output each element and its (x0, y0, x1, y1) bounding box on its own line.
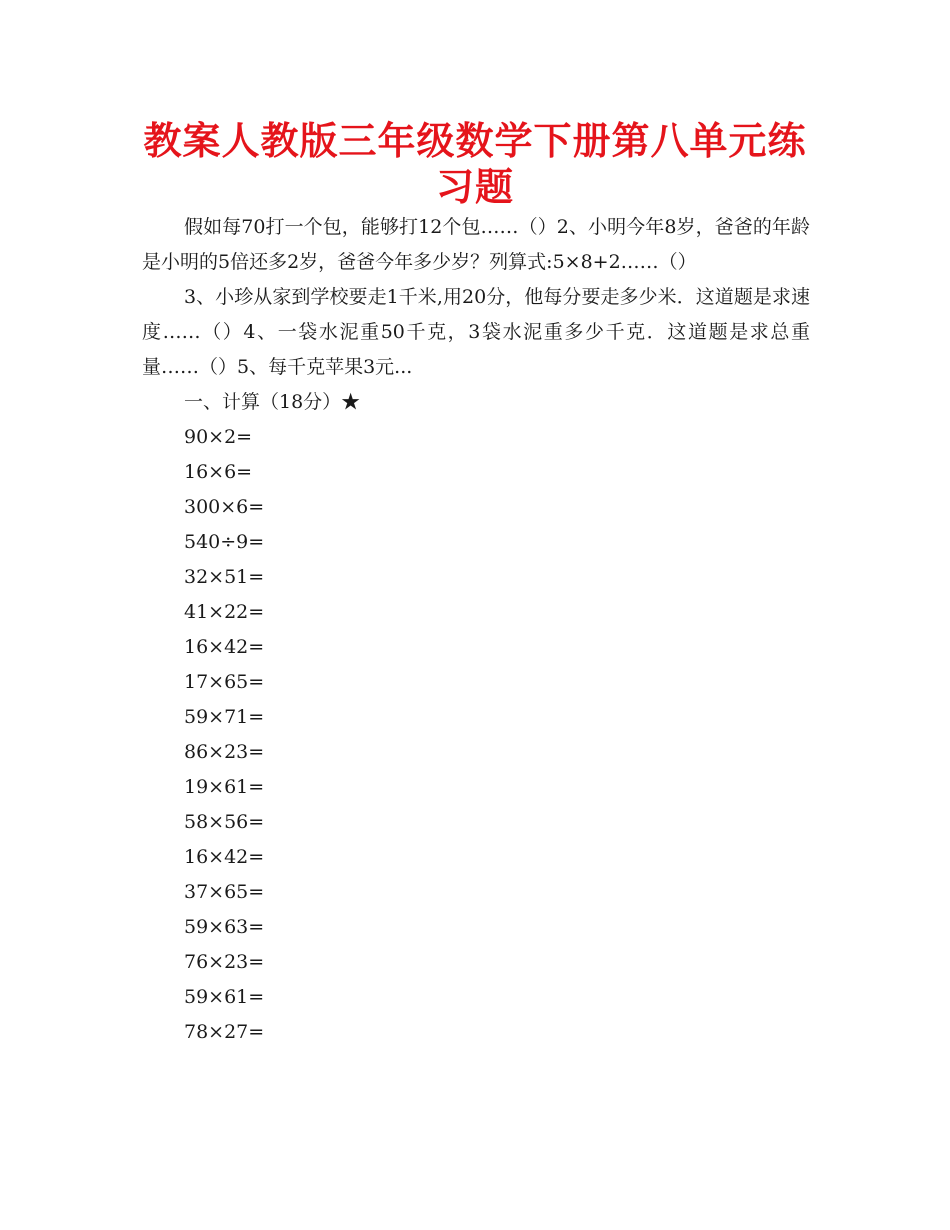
list-item: 59×63= (184, 916, 265, 938)
paragraph-judgement-2: 3、小珍从家到学校要走1千米,用20分，他每分要走多少米．这道题是求速度……（）4、一袋水泥重50千克，3袋水泥重多少千克．这道题是求总重量……（）5、每千克苹果3元... (142, 286, 810, 378)
list-item: 16×42= (184, 846, 265, 868)
list-item: 540÷9= (184, 531, 265, 553)
document-title: 教案人教版三年级数学下册第八单元练习题 (143, 119, 807, 209)
list-item: 90×2= (184, 426, 253, 448)
list-item: 78×27= (184, 1021, 265, 1043)
list-item: 76×23= (184, 951, 265, 973)
list-item: 59×61= (184, 986, 265, 1008)
list-item: 300×6= (184, 496, 265, 518)
paragraph-judgement-1: 假如每70打一个包，能够打12个包……（）2、小明今年8岁，爸爸的年龄是小明的5倍还多2岁，爸爸今年多少岁？列算式:5×8+2……（） (142, 216, 810, 273)
list-item: 41×22= (184, 601, 265, 623)
list-item: 37×65= (184, 881, 265, 903)
section-heading: 一、计算（18分）★ (184, 391, 361, 413)
list-item: 17×65= (184, 671, 265, 693)
document-body (142, 210, 810, 1050)
list-item: 16×42= (184, 636, 265, 658)
list-item: 59×71= (184, 706, 265, 728)
list-item: 58×56= (184, 811, 265, 833)
list-item: 19×61= (184, 776, 265, 798)
list-item: 16×6= (184, 461, 253, 483)
list-item: 32×51= (184, 566, 265, 588)
problem-list (142, 420, 810, 1050)
list-item: 86×23= (184, 741, 265, 763)
